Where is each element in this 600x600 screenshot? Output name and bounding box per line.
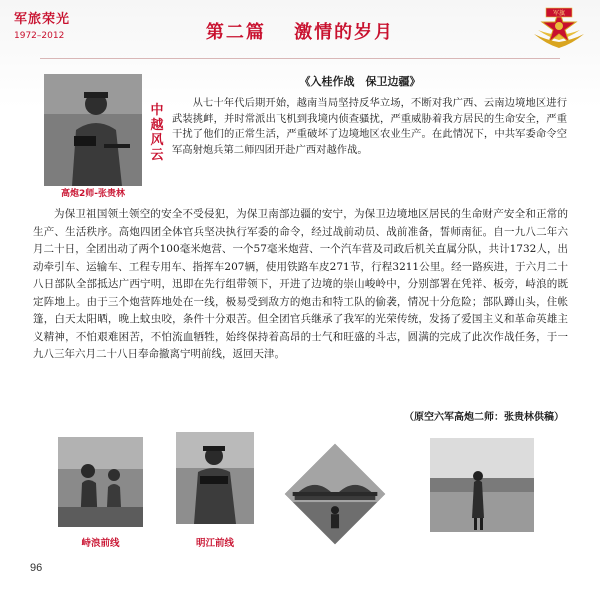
portrait-photo — [44, 74, 142, 199]
chapter-label: 第二篇 — [205, 22, 266, 43]
photo-caption-2: 明江前线 — [195, 538, 234, 549]
brand-years: 1972–2012 — [14, 31, 65, 41]
frontline-photo-2 — [176, 432, 254, 524]
portrait-caption: 高炮2师-张贵林 — [61, 189, 125, 199]
main-paragraph: 为保卫祖国领土领空的安全不受侵犯，为保卫南部边疆的安宁，为保卫边境地区居民的生命财产安全和正常的生产、生活秩序。高炮四团全体官兵坚决执行军委的命令，经过战前动员、战前准备，誓师南征。自一九八二年六月二十日，全团出动了两个100毫米炮营、一个57毫米炮营、一个汽车营及司政后机关直属分队，共计1732人，出动牵引车、运输车、工程专用车、指挥车207辆，使用铁路车皮271节，行程3211公里。经一路疾进，于六月二十八日部队全部抵达广西宁明，迅即在先行组带领下，开进了边境的崇山峻岭中，分别部署在凭祥、板旁，峙浪的既定阵地上。由于三个炮营阵地处在一线，极易受到敌方的炮击和特工队的偷袭，情况十分危险；部队蹲山头，住帐篷，白天太阳晒，晚上蚊虫咬，条件十分艰苦。但全团官兵继承了我军的光荣传统，发扬了爱国主义和革命英雄主义精神，不怕艰难困苦，不怕流血牺牲，始终保持着高昂的士气和旺盛的斗志，圆满的完成了此次作战任务，于一九八三年六月二十八日奉命撤离宁明前线，返回天津。 — [33, 208, 568, 360]
header-divider — [40, 58, 560, 59]
signature-line: （原空六军高炮二师：张贵林供稿） — [404, 412, 564, 423]
photo-caption-1: 峙浪前线 — [81, 538, 120, 549]
bridge-photo — [285, 444, 385, 544]
emblem-text: 军旗 — [552, 10, 566, 17]
chapter-heading — [0, 18, 600, 44]
chapter-title: 激情的岁月 — [294, 22, 395, 43]
vertical-label-text: 中 越 风 云 — [150, 103, 164, 163]
riverbank-photo — [430, 438, 534, 532]
frontline-photo-1 — [58, 437, 143, 527]
intro-paragraph: 从七十年代后期开始，越南当局坚持反华立场，不断对我广西、云南边境地区进行武装挑衅，并时常派出飞机到我境内侦查骚扰，严重威胁着我方居民的生命安全，严重干扰了他们的正常生活，严重破坏了边境地区农业生产。在此情况下，中共军委命令空军高射炮兵第二师四团开赴广西对越作战。 — [172, 97, 567, 156]
soldier-photo — [44, 74, 142, 186]
page-number: 96 — [30, 562, 43, 574]
article-title: 《入桂作战 保卫边疆》 — [299, 75, 421, 88]
army-star-emblem-icon — [532, 4, 586, 60]
brand-title: 军旅荣光 — [14, 12, 71, 27]
vertical-section-label — [147, 103, 167, 163]
